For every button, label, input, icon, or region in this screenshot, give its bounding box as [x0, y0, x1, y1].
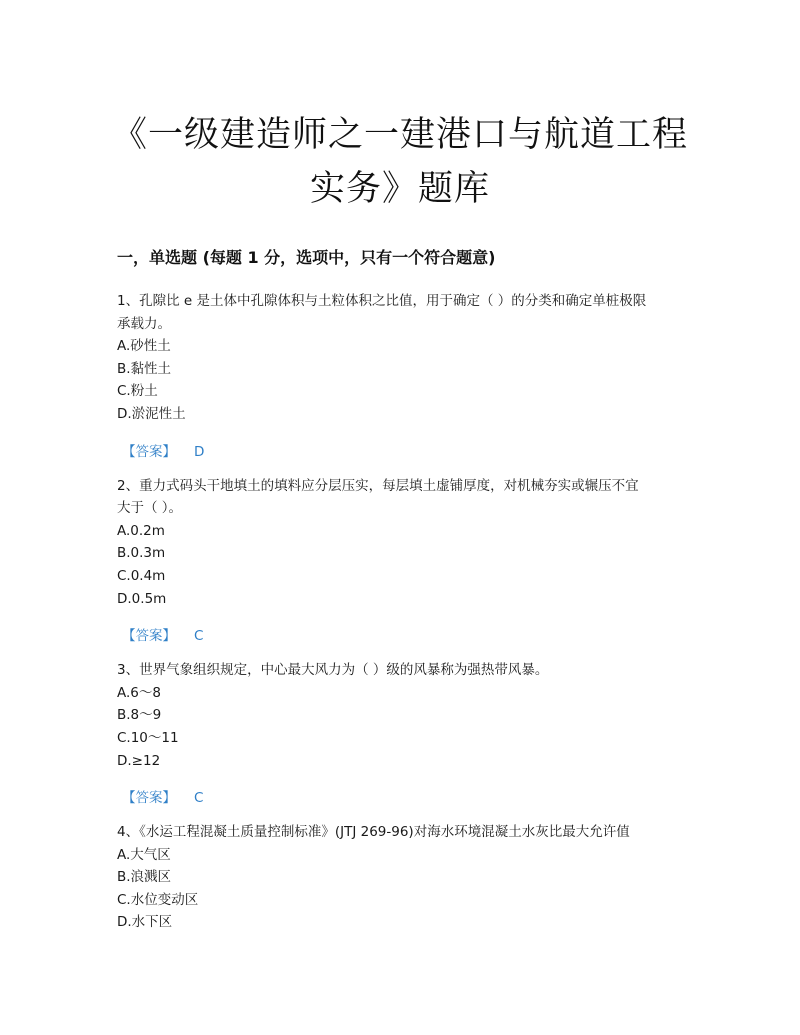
question-stem-line-2: 承载力。 — [117, 315, 171, 332]
question-3 — [117, 659, 687, 809]
question-stem — [117, 821, 687, 844]
document-title — [0, 108, 800, 216]
option-a: A.大气区 — [117, 846, 171, 863]
question-2 — [117, 475, 687, 648]
answer-value: C — [194, 790, 204, 807]
option-a: A.0.2m — [117, 522, 165, 539]
question-4 — [117, 821, 687, 934]
option-c: C.粉土 — [117, 383, 158, 400]
option-b: B.黏性土 — [117, 360, 172, 377]
question-stem-line-1: 3、世界气象组织规定，中心最大风力为（ ）级的风暴称为强热带风暴。 — [117, 662, 549, 679]
option-b: B.8～9 — [117, 707, 162, 724]
question-stem-line-2: 大于（ ）。 — [117, 500, 183, 517]
option-d: D.淤泥性土 — [117, 405, 186, 422]
option-b: B.浪溅区 — [117, 869, 172, 886]
question-1 — [117, 290, 687, 463]
option-a: A.6～8 — [117, 684, 161, 701]
answer-label: 【答案】 — [122, 443, 176, 460]
question-stem-line-1: 4、《水运工程混凝土质量控制标准》(JTJ 269-96)对海水环境混凝土水灰比最大允许值 — [117, 824, 630, 841]
question-stem — [117, 659, 687, 682]
document-title-line-1: 《一级建造师之一建港口与航道工程 — [111, 115, 688, 155]
question-stem — [117, 475, 687, 520]
answer-label: 【答案】 — [122, 790, 176, 807]
answer-value: C — [194, 628, 204, 645]
question-stem-line-1: 1、孔隙比 e 是土体中孔隙体积与土粒体积之比值，用于确定（ ）的分类和确定单桩极限 — [117, 293, 647, 309]
question-stem-line-1: 2、重力式码头干地填土的填料应分层压实，每层填土虚铺厚度，对机械夯实或辗压不宜 — [117, 477, 639, 494]
option-c: C.10～11 — [117, 729, 179, 746]
answer-label: 【答案】 — [122, 628, 176, 645]
option-d: D.0.5m — [117, 590, 167, 607]
option-d: D.水下区 — [117, 914, 173, 931]
option-d: D.≥12 — [117, 752, 161, 769]
answer-value: D — [194, 443, 205, 460]
answer-line — [117, 787, 687, 809]
document-title-line-2: 实务》题库 — [309, 169, 490, 209]
question-stem — [117, 290, 687, 335]
option-b: B.0.3m — [117, 545, 166, 562]
answer-line — [117, 441, 687, 463]
option-a: A.砂性土 — [117, 338, 171, 355]
option-c: C.0.4m — [117, 567, 166, 584]
question-list — [117, 290, 687, 934]
section-heading: 一，单选题 (每题 1 分，选项中，只有一个符合题意) — [117, 248, 496, 267]
answer-line — [117, 625, 687, 647]
option-c: C.水位变动区 — [117, 891, 199, 908]
